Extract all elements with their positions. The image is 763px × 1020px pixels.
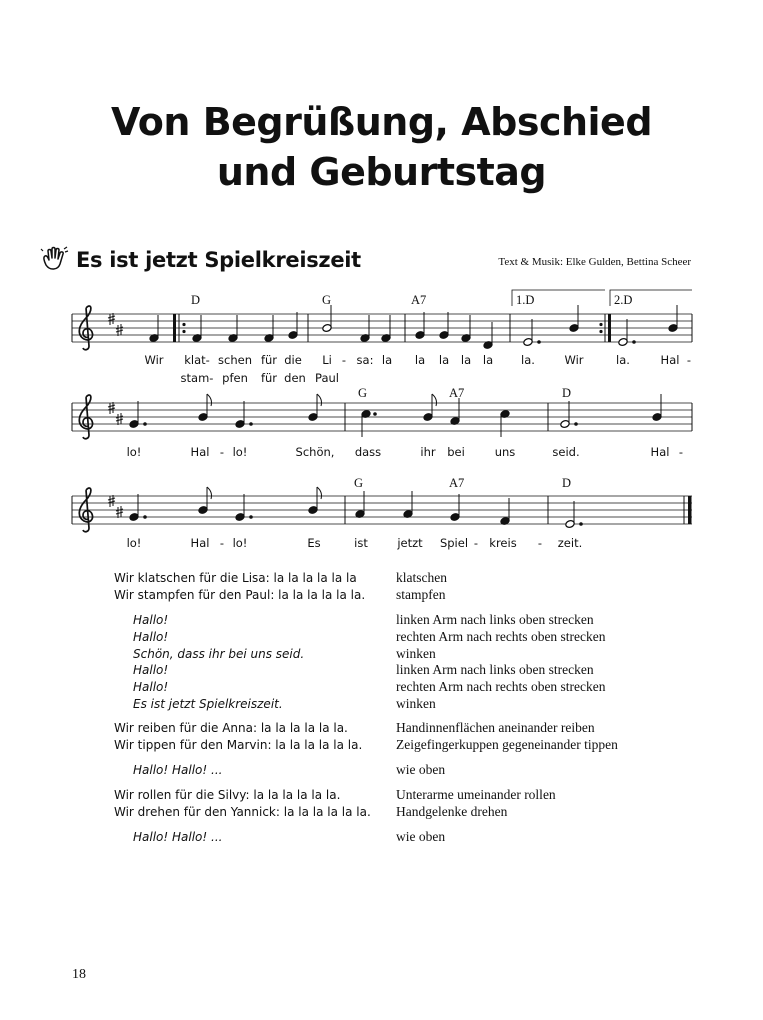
verse-line: Wir tippen für den Marvin: la la la la la la. — [114, 738, 363, 752]
verse-action: linken Arm nach links oben strecken — [396, 612, 594, 627]
lyric-syllable: la — [438, 353, 450, 367]
lyric-syllable: klat- — [184, 353, 210, 367]
song-credits: Text & Musik: Elke Gulden, Bettina Scheer — [498, 256, 691, 268]
verse-line: Es ist jetzt Spielkreiszeit. — [133, 697, 283, 711]
verse-action: Handgelenke drehen — [396, 804, 508, 819]
lyric-syllable: Hal — [660, 353, 680, 367]
volta-2-label: 2.D — [614, 293, 633, 307]
lyric-syllable: bei — [447, 445, 465, 459]
lyric-syllable: ihr — [420, 445, 436, 459]
song-title: Es ist jetzt Spielkreiszeit — [76, 248, 361, 272]
chord-label: A7 — [411, 293, 427, 307]
lyric-syllable: la — [414, 353, 426, 367]
lyric-syllable: - — [686, 353, 692, 367]
lyric-syllable: für — [260, 353, 278, 367]
lyric-syllable: kreis — [489, 536, 517, 550]
page-title-line-1: Von Begrüßung, Abschied — [110, 100, 653, 144]
lyric-syllable: schen — [218, 353, 252, 367]
lyric-syllable: seid. — [552, 445, 580, 459]
lyric-syllable: die — [284, 353, 302, 367]
verse-line: Hallo! Hallo! ... — [133, 830, 223, 844]
lyric-syllable: - — [219, 536, 225, 550]
lyric-syllable: jetzt — [397, 536, 423, 550]
lyric-syllable: Wir — [144, 353, 164, 367]
staff-row-1 — [72, 290, 692, 350]
verse-action: stampfen — [396, 587, 446, 602]
verse-line: Hallo! Hallo! ... — [133, 763, 223, 777]
verse-line: Wir reiben für die Anna: la la la la la la. — [114, 721, 348, 735]
lyric-syllable: dass — [354, 445, 382, 459]
verse-line: Schön, dass ihr bei uns seid. — [133, 647, 305, 661]
verse-action: rechten Arm nach rechts oben strecken — [396, 679, 606, 694]
lyric-syllable: Li — [322, 353, 332, 367]
verse-line: Wir stampfen für den Paul: la la la la la la. — [114, 588, 366, 602]
volta-1-label: 1.D — [516, 293, 535, 307]
lyric-syllable: uns — [494, 445, 516, 459]
lyric-syllable: la — [381, 353, 393, 367]
lyric-syllable: la. — [521, 353, 535, 367]
chord-label: G — [322, 293, 332, 307]
verse-action: winken — [396, 646, 436, 661]
verse-action: wie oben — [396, 762, 446, 777]
lyric-syllable: - — [678, 445, 684, 459]
lyric-syllable: den — [284, 371, 306, 385]
lyric-syllable: la. — [616, 353, 630, 367]
lyric-syllable: Hal — [190, 445, 210, 459]
lyric-syllable: la — [460, 353, 472, 367]
verse-action: Handinnenflächen aneinander reiben — [396, 720, 595, 735]
verse-action: rechten Arm nach rechts oben strecken — [396, 629, 606, 644]
lyric-syllable: zeit. — [557, 536, 583, 550]
lyric-syllable: Spiel — [439, 536, 469, 550]
lyric-syllable: Hal — [650, 445, 670, 459]
lyric-syllable: pfen — [222, 371, 248, 385]
verse-line: Hallo! — [133, 613, 169, 627]
verse-action: klatschen — [396, 570, 447, 585]
verse-line: Wir rollen für die Silvy: la la la la la la. — [114, 788, 341, 802]
verse-action: Unterarme umeinander rollen — [396, 787, 556, 802]
lyric-syllable: Wir — [564, 353, 584, 367]
lyric-syllable: - — [537, 536, 543, 550]
lyric-syllable: - — [219, 445, 225, 459]
lyric-syllable: stam- — [180, 371, 214, 385]
lyric-syllable: lo! — [126, 445, 142, 459]
lyric-syllable: für — [260, 371, 278, 385]
page-title-line-2: und Geburtstag — [216, 150, 547, 194]
verse-line: Hallo! — [133, 663, 169, 677]
lyric-syllable: - — [473, 536, 479, 550]
chord-label: A7 — [449, 386, 465, 400]
page-number: 18 — [72, 967, 86, 982]
chord-label: D — [191, 293, 201, 307]
lyric-syllable: Es — [307, 536, 321, 550]
chord-label: G — [354, 476, 364, 490]
verse-line: Hallo! — [133, 630, 169, 644]
lyric-syllable: Hal — [190, 536, 210, 550]
verse-line: Wir klatschen für die Lisa: la la la la la la — [114, 571, 357, 585]
verse-action: wie oben — [396, 829, 446, 844]
staff-row-2 — [72, 394, 692, 439]
lyric-syllable: ist — [354, 536, 368, 550]
verse-line: Hallo! — [133, 680, 169, 694]
lyric-syllable: Schön, — [295, 445, 335, 459]
lyric-syllable: lo! — [232, 536, 248, 550]
chord-label: A7 — [449, 476, 465, 490]
lyric-syllable: Paul — [315, 371, 339, 385]
lyric-syllable: la — [482, 353, 494, 367]
chord-label: D — [562, 386, 572, 400]
lyric-syllable: - — [341, 353, 347, 367]
verse-action: Zeigefingerkuppen gegeneinander tippen — [396, 737, 618, 752]
lyric-syllable: lo! — [126, 536, 142, 550]
chord-label: G — [358, 386, 368, 400]
lyric-syllable: lo! — [232, 445, 248, 459]
verse-action: linken Arm nach links oben strecken — [396, 662, 594, 677]
lyric-syllable: sa: — [356, 353, 374, 367]
chord-label: D — [562, 476, 572, 490]
staff-row-3 — [72, 487, 692, 532]
verse-action: winken — [396, 696, 436, 711]
verse-line: Wir drehen für den Yannick: la la la la la la. — [114, 805, 371, 819]
